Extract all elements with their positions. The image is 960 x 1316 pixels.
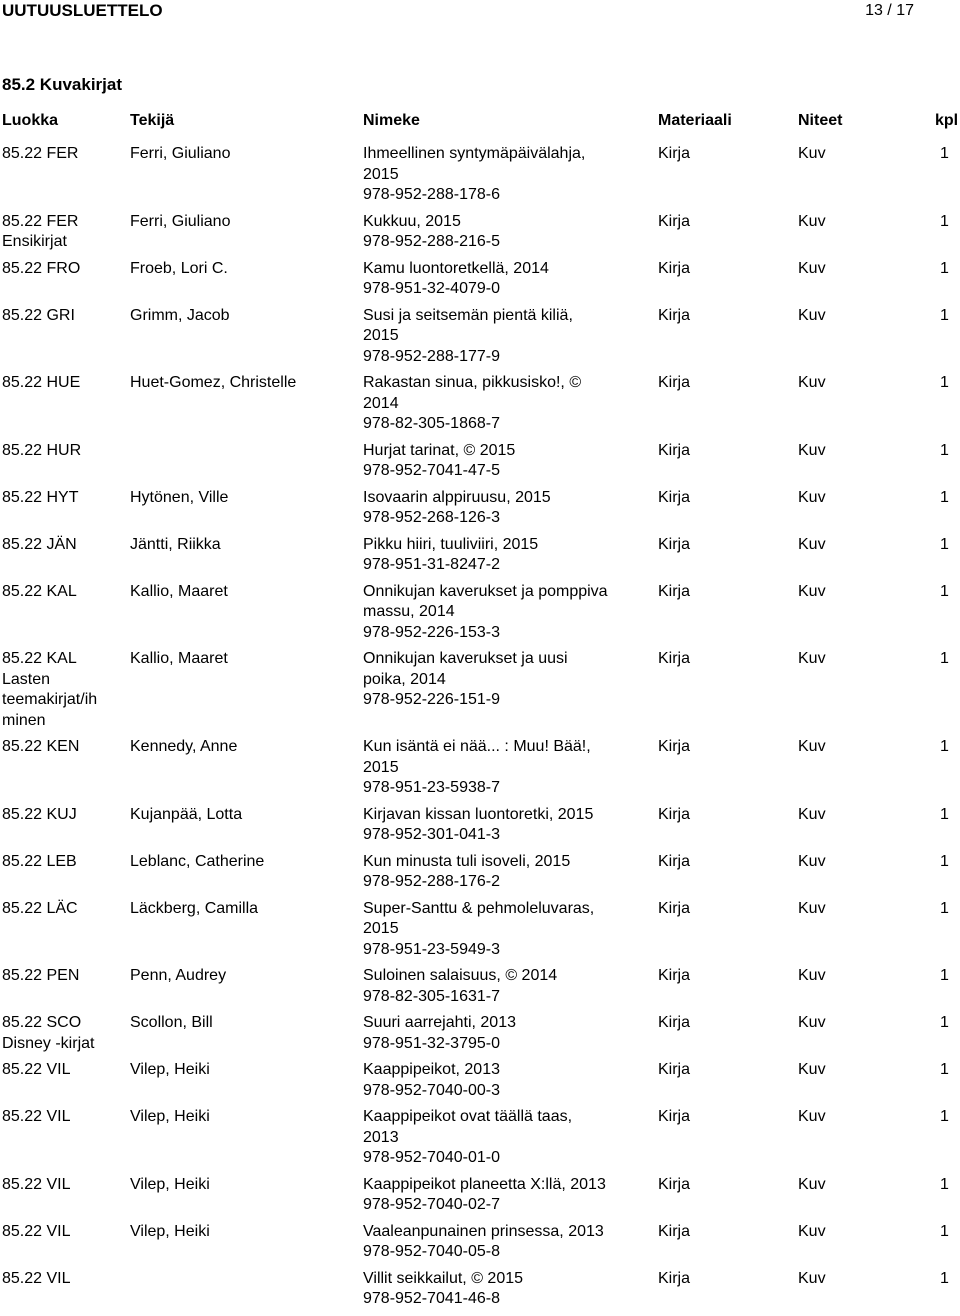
class-code-line: teemakirjat/ih	[2, 691, 98, 708]
title-cell-line: Kamu luontoretkellä, 2014	[363, 259, 549, 277]
copy-count: 1	[940, 1269, 949, 1287]
volume-type: Kuv	[798, 1269, 826, 1287]
copy-count: 1	[940, 1108, 949, 1125]
title-cell-line: 2015	[363, 165, 399, 183]
title-cell-line: 2015	[363, 758, 399, 776]
material: Kirja	[658, 1108, 691, 1125]
copy-count: 1	[940, 582, 949, 600]
table-row	[0, 899, 960, 967]
title-cell	[363, 373, 643, 435]
author: Ferri, Giuliano	[130, 145, 231, 162]
title-cell-line: Suloinen salaisuus, © 2014	[363, 967, 558, 984]
section-title: 85.2 Kuvakirjat	[2, 75, 123, 94]
class-code	[2, 488, 122, 509]
title-cell-line: 978-952-226-151-9	[363, 691, 500, 708]
title-cell-line: Vaaleanpunainen prinsessa, 2013	[363, 1222, 604, 1240]
document-title: UUTUUSLUETTELO	[2, 1, 163, 20]
author: Grimm, Jacob	[130, 306, 230, 324]
title-cell	[363, 1222, 643, 1263]
volume-type: Kuv	[798, 738, 826, 755]
title-cell-line: Kukkuu, 2015	[363, 212, 461, 230]
volume-type: Kuv	[798, 212, 826, 230]
author: Froeb, Lori C.	[130, 259, 228, 277]
catalog-table	[0, 144, 960, 1316]
volume-type: Kuv	[798, 582, 826, 600]
class-code	[2, 1107, 122, 1128]
title-cell	[363, 582, 643, 644]
copy-count: 1	[940, 259, 949, 277]
table-row	[0, 1107, 960, 1175]
volume-type: Kuv	[798, 374, 826, 391]
table-row	[0, 212, 960, 259]
author: Kujanpää, Lotta	[130, 805, 243, 823]
class-code	[2, 966, 122, 987]
class-code-line: 85.22 HUR	[2, 441, 82, 459]
class-code-line: 85.22 HUE	[2, 374, 81, 391]
class-code-line: Ensikirjat	[2, 233, 67, 250]
volume-type: Kuv	[798, 1014, 826, 1031]
class-code-line: 85.22 FER	[2, 212, 79, 230]
title-cell	[363, 306, 643, 368]
author: Huet-Gomez, Christelle	[130, 374, 297, 391]
table-row	[0, 306, 960, 374]
column-header-luokka: Luokka	[2, 112, 59, 129]
copy-count: 1	[940, 535, 949, 553]
table-row	[0, 1222, 960, 1269]
title-cell-line: Rakastan sinua, pikkusisko!, ©	[363, 374, 582, 391]
table-row	[0, 966, 960, 1013]
title-cell-line: 978-951-32-4079-0	[363, 280, 500, 297]
class-code	[2, 1060, 122, 1081]
copy-count: 1	[940, 306, 949, 324]
class-code-line: 85.22 JÄN	[2, 535, 77, 553]
volume-type: Kuv	[798, 441, 826, 459]
volume-type: Kuv	[798, 967, 826, 984]
title-cell	[363, 852, 643, 893]
copy-count: 1	[940, 374, 949, 391]
class-code-line: 85.22 FER	[2, 145, 79, 162]
title-cell-line: 2013	[363, 1128, 399, 1146]
author: Jäntti, Riikka	[130, 535, 221, 553]
material: Kirja	[658, 1014, 691, 1031]
material: Kirja	[658, 899, 691, 917]
table-row	[0, 259, 960, 306]
class-code	[2, 805, 122, 826]
title-cell-line: 978-952-301-041-3	[363, 826, 500, 843]
title-cell-line: 2014	[363, 394, 399, 412]
title-cell-line: 978-952-7040-01-0	[363, 1149, 500, 1166]
material: Kirja	[658, 852, 691, 870]
material: Kirja	[658, 805, 691, 823]
class-code-line: 85.22 VIL	[2, 1269, 71, 1287]
title-cell	[363, 441, 643, 482]
class-code	[2, 144, 122, 165]
copy-count: 1	[940, 488, 949, 506]
table-row	[0, 1175, 960, 1222]
class-code-line: Lasten	[2, 670, 51, 688]
copy-count: 1	[940, 899, 949, 917]
table-row	[0, 144, 960, 212]
class-code	[2, 373, 122, 394]
class-code-line: 85.22 FRO	[2, 259, 81, 277]
title-cell-line: 978-951-32-3795-0	[363, 1034, 500, 1052]
author: Ferri, Giuliano	[130, 212, 231, 230]
title-cell-line: Kaappipeikot ovat täällä taas,	[363, 1108, 573, 1125]
class-code-line: 85.22 PEN	[2, 967, 80, 984]
volume-type: Kuv	[798, 1108, 826, 1125]
title-cell	[363, 649, 643, 711]
copy-count: 1	[940, 852, 949, 870]
class-code	[2, 1222, 122, 1243]
title-cell-line: Villit seikkailut, © 2015	[363, 1269, 524, 1287]
title-cell	[363, 259, 643, 300]
volume-type: Kuv	[798, 805, 826, 823]
class-code	[2, 259, 122, 280]
title-cell	[363, 899, 643, 961]
class-code-line: 85.22 SCO	[2, 1014, 82, 1031]
copy-count: 1	[940, 145, 949, 162]
title-cell-line: Hurjat tarinat, © 2015	[363, 441, 516, 459]
material: Kirja	[658, 212, 691, 230]
copy-count: 1	[940, 212, 949, 230]
title-cell-line: Super-Santtu & pehmoleluvaras,	[363, 899, 595, 917]
table-row	[0, 1013, 960, 1060]
copy-count: 1	[940, 738, 949, 755]
title-cell-line: Kun isäntä ei nää... : Muu! Bää!,	[363, 738, 591, 755]
table-row	[0, 582, 960, 650]
title-cell-line: Isovaarin alppiruusu, 2015	[363, 488, 551, 506]
table-row	[0, 1060, 960, 1107]
volume-type: Kuv	[798, 535, 826, 553]
title-cell-line: Onnikujan kaverukset ja uusi	[363, 650, 568, 667]
title-cell-line: Suuri aarrejahti, 2013	[363, 1014, 516, 1031]
title-cell-line: Kaappipeikot, 2013	[363, 1061, 500, 1078]
title-cell	[363, 144, 643, 206]
table-row	[0, 488, 960, 535]
volume-type: Kuv	[798, 488, 826, 506]
class-code-line: 85.22 VIL	[2, 1061, 71, 1078]
author: Vilep, Heiki	[130, 1222, 210, 1240]
title-cell-line: Kaappipeikot planeetta X:llä, 2013	[363, 1175, 606, 1193]
class-code	[2, 441, 122, 462]
title-cell-line: 978-952-288-176-2	[363, 873, 500, 890]
title-cell-line: 978-952-288-177-9	[363, 347, 500, 365]
title-cell-line: 978-952-226-153-3	[363, 623, 500, 641]
copy-count: 1	[940, 1222, 949, 1240]
column-header-niteet: Niteet	[798, 112, 843, 129]
title-cell-line: Ihmeellinen syntymäpäivälahja,	[363, 145, 586, 162]
material: Kirja	[658, 374, 691, 391]
title-cell-line: Kun minusta tuli isoveli, 2015	[363, 852, 571, 870]
material: Kirja	[658, 1175, 691, 1193]
title-cell-line: Kirjavan kissan luontoretki, 2015	[363, 805, 594, 823]
class-code	[2, 212, 122, 253]
class-code	[2, 899, 122, 920]
title-cell-line: massu, 2014	[363, 603, 455, 620]
copy-count: 1	[940, 967, 949, 984]
table-row	[0, 852, 960, 899]
title-cell	[363, 1175, 643, 1216]
title-cell	[363, 1060, 643, 1101]
class-code	[2, 306, 122, 327]
title-cell	[363, 805, 643, 846]
title-cell-line: 978-951-23-5949-3	[363, 940, 500, 958]
class-code-line: 85.22 LÄC	[2, 899, 78, 917]
author: Penn, Audrey	[130, 967, 227, 984]
table-row	[0, 441, 960, 488]
volume-type: Kuv	[798, 852, 826, 870]
table-row	[0, 535, 960, 582]
class-code-line: Disney -kirjat	[2, 1034, 95, 1052]
volume-type: Kuv	[798, 1175, 826, 1193]
table-row	[0, 805, 960, 852]
title-cell-line: 978-951-23-5938-7	[363, 779, 500, 796]
class-code	[2, 582, 122, 603]
title-cell	[363, 1107, 643, 1169]
volume-type: Kuv	[798, 259, 826, 277]
material: Kirja	[658, 145, 691, 162]
title-cell	[363, 212, 643, 253]
material: Kirja	[658, 488, 691, 506]
material: Kirja	[658, 306, 691, 324]
title-cell-line: 2015	[363, 327, 399, 344]
volume-type: Kuv	[798, 1061, 826, 1078]
title-cell	[363, 488, 643, 529]
title-cell	[363, 1269, 643, 1310]
title-cell	[363, 966, 643, 1007]
title-cell-line: Pikku hiiri, tuuliviiri, 2015	[363, 535, 539, 553]
material: Kirja	[658, 582, 691, 600]
class-code	[2, 737, 122, 758]
class-code-line: minen	[2, 711, 46, 729]
title-cell-line: Susi ja seitsemän pientä kiliä,	[363, 306, 573, 324]
column-header-kpl: kpl	[935, 112, 959, 129]
volume-type: Kuv	[798, 650, 826, 667]
copy-count: 1	[940, 1061, 949, 1078]
material: Kirja	[658, 738, 691, 755]
material: Kirja	[658, 650, 691, 667]
class-code	[2, 1269, 122, 1290]
page-number: 13 / 17	[865, 2, 914, 19]
volume-type: Kuv	[798, 145, 826, 162]
material: Kirja	[658, 259, 691, 277]
copy-count: 1	[940, 441, 949, 459]
title-cell-line: 978-951-31-8247-2	[363, 556, 500, 573]
copy-count: 1	[940, 650, 949, 667]
class-code-line: 85.22 GRI	[2, 306, 75, 324]
author: Vilep, Heiki	[130, 1175, 210, 1193]
title-cell	[363, 1013, 643, 1054]
table-row	[0, 1269, 960, 1316]
title-cell-line: 2015	[363, 920, 399, 937]
author: Läckberg, Camilla	[130, 899, 259, 917]
material: Kirja	[658, 967, 691, 984]
title-cell-line: 978-952-7041-47-5	[363, 462, 500, 479]
class-code	[2, 1013, 122, 1054]
table-row	[0, 649, 960, 737]
title-cell-line: 978-952-7041-46-8	[363, 1290, 500, 1307]
table-row	[0, 737, 960, 805]
class-code-line: 85.22 LEB	[2, 852, 77, 870]
author: Hytönen, Ville	[130, 488, 229, 506]
column-header-tekija: Tekijä	[130, 112, 175, 129]
copy-count: 1	[940, 805, 949, 823]
volume-type: Kuv	[798, 1222, 826, 1240]
author: Kallio, Maaret	[130, 582, 228, 600]
author: Leblanc, Catherine	[130, 852, 265, 870]
title-cell-line: 978-82-305-1868-7	[363, 415, 500, 432]
class-code-line: 85.22 HYT	[2, 488, 79, 506]
material: Kirja	[658, 1061, 691, 1078]
material: Kirja	[658, 1222, 691, 1240]
column-header-materiaali: Materiaali	[658, 112, 732, 129]
volume-type: Kuv	[798, 899, 826, 917]
class-code	[2, 649, 122, 731]
class-code-line: 85.22 VIL	[2, 1175, 71, 1193]
copy-count: 1	[940, 1014, 949, 1031]
class-code-line: 85.22 KAL	[2, 582, 77, 600]
title-cell-line: 978-952-7040-02-7	[363, 1196, 500, 1213]
material: Kirja	[658, 535, 691, 553]
class-code-line: 85.22 KUJ	[2, 805, 77, 823]
column-header-nimeke: Nimeke	[363, 112, 420, 129]
copy-count: 1	[940, 1175, 949, 1193]
material: Kirja	[658, 1269, 691, 1287]
volume-type: Kuv	[798, 306, 826, 324]
table-row	[0, 373, 960, 441]
title-cell-line: 978-82-305-1631-7	[363, 987, 500, 1005]
class-code-line: 85.22 KAL	[2, 650, 77, 667]
author: Kennedy, Anne	[130, 738, 238, 755]
class-code	[2, 852, 122, 873]
title-cell	[363, 737, 643, 799]
class-code-line: 85.22 KEN	[2, 738, 80, 755]
title-cell-line: poika, 2014	[363, 670, 446, 688]
title-cell-line: 978-952-7040-00-3	[363, 1081, 500, 1099]
class-code-line: 85.22 VIL	[2, 1108, 71, 1125]
author: Vilep, Heiki	[130, 1061, 210, 1078]
title-cell-line: 978-952-7040-05-8	[363, 1243, 500, 1260]
class-code	[2, 535, 122, 556]
title-cell-line: 978-952-288-178-6	[363, 186, 500, 203]
author: Vilep, Heiki	[130, 1108, 210, 1125]
material: Kirja	[658, 441, 691, 459]
title-cell-line: Onnikujan kaverukset ja pomppiva	[363, 582, 608, 600]
author: Scollon, Bill	[130, 1014, 213, 1031]
class-code	[2, 1175, 122, 1196]
title-cell-line: 978-952-268-126-3	[363, 509, 500, 526]
title-cell	[363, 535, 643, 576]
title-cell-line: 978-952-288-216-5	[363, 233, 500, 250]
author: Kallio, Maaret	[130, 650, 228, 667]
class-code-line: 85.22 VIL	[2, 1222, 71, 1240]
